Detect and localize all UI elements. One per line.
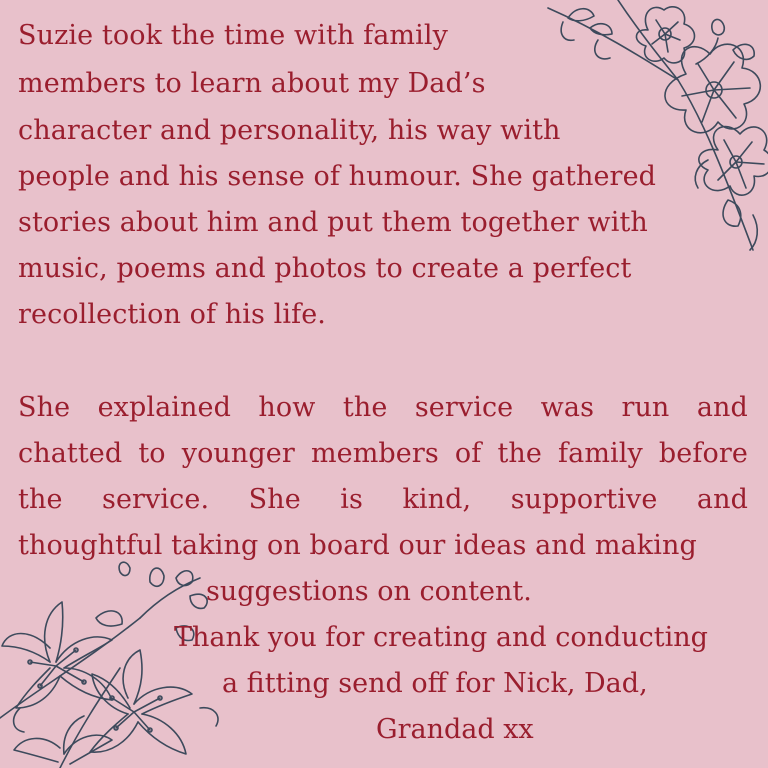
word: younger <box>181 438 295 469</box>
paragraph2-line-4: thoughtful taking on board our ideas and making <box>18 530 697 561</box>
paragraph1-line-2: members to learn about my Dad’s <box>18 68 486 99</box>
closing-signature: Grandad xx <box>376 714 534 745</box>
closing-line-1: Thank you for creating and conducting <box>174 622 708 653</box>
paragraph1-line-7: recollection of his life. <box>18 299 326 330</box>
word: and <box>696 392 748 423</box>
word: and <box>696 484 748 515</box>
word: run <box>621 392 670 423</box>
word: was <box>540 392 595 423</box>
word: service <box>414 392 514 423</box>
paragraph2-line-2 <box>18 440 748 467</box>
word: She <box>18 392 71 423</box>
paragraph1-line-5: stories about him and put them together with <box>18 207 648 238</box>
paragraph1-line-4: people and his sense of humour. She gathered <box>18 161 657 192</box>
word: service. <box>102 484 210 515</box>
closing-line-2: a fitting send off for Nick, Dad, <box>222 668 648 699</box>
word: members <box>310 438 439 469</box>
word: how <box>258 392 316 423</box>
word: the <box>342 392 388 423</box>
paragraph1-line-6: music, poems and photos to create a perfect <box>18 253 632 284</box>
paragraph2-line-5: suggestions on content. <box>206 576 532 607</box>
paragraph1-line-1: Suzie took the time with family <box>18 20 448 51</box>
word: She <box>248 484 301 515</box>
word: family <box>558 438 643 469</box>
paragraph1-line-3: character and personality, his way with <box>18 115 561 146</box>
word: kind, <box>402 484 472 515</box>
paragraph2-line-3 <box>18 486 748 513</box>
lily-corner-bottom-left-icon <box>0 558 230 768</box>
word: the <box>18 484 63 515</box>
paragraph2-line-1 <box>18 394 748 421</box>
word: to <box>138 438 166 469</box>
word: supportive <box>510 484 658 515</box>
word: chatted <box>18 438 123 469</box>
word: of <box>454 438 482 469</box>
word: before <box>658 438 748 469</box>
word: is <box>340 484 363 515</box>
word: the <box>497 438 542 469</box>
word: explained <box>97 392 231 423</box>
